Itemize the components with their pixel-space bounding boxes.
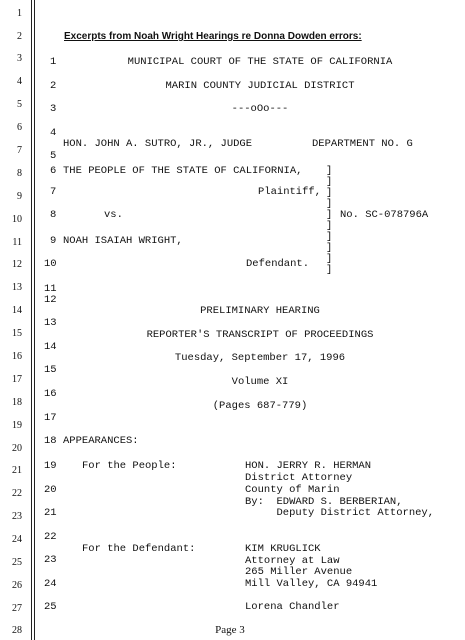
- inner-line-number: 5: [50, 150, 57, 162]
- inner-line-number: 1: [50, 56, 57, 68]
- outer-line-number: 19: [12, 420, 22, 431]
- defendant-counsel-line: Attorney at Law: [245, 555, 340, 567]
- inner-line-number: 17: [44, 412, 57, 424]
- outer-line-number: 26: [12, 580, 22, 591]
- bracket-segment: ]: [326, 198, 333, 210]
- hearing-title: PRELIMINARY HEARING: [200, 305, 320, 317]
- outer-line-number: 5: [17, 99, 22, 110]
- judge-name: HON. JOHN A. SUTRO, JR., JUDGE: [63, 138, 253, 150]
- defendant-name: NOAH ISAIAH WRIGHT,: [63, 235, 183, 247]
- defendant-counsel-label: For the Defendant:: [82, 543, 196, 555]
- inner-line-number: 11: [44, 283, 57, 295]
- excerpt-heading: Excerpts from Noah Wright Hearings re Donna Dowden errors:: [64, 31, 362, 42]
- outer-line-number: 15: [12, 328, 22, 339]
- plaintiff-label: Plaintiff,: [258, 186, 322, 198]
- volume: Volume XI: [231, 376, 289, 388]
- inner-line-number: 8: [50, 209, 57, 221]
- outer-line-number: 22: [12, 488, 22, 499]
- outer-line-number: 23: [12, 511, 22, 522]
- inner-line-number: 10: [44, 258, 57, 270]
- defendant-counsel-line: Mill Valley, CA 94941: [245, 578, 378, 590]
- people-line: HON. JERRY R. HERMAN: [245, 460, 372, 472]
- defendant-counsel-line: KIM KRUGLICK: [245, 543, 321, 555]
- outer-line-number: 25: [12, 557, 22, 568]
- reporter-name: Lorena Chandler: [245, 601, 340, 613]
- bracket-segment: ]: [326, 253, 333, 265]
- outer-line-number: 1: [17, 8, 22, 19]
- outer-line-number: 14: [12, 305, 22, 316]
- people-label: For the People:: [82, 460, 177, 472]
- inner-line-number: 21: [44, 507, 57, 519]
- inner-line-number: 18: [44, 435, 57, 447]
- inner-line-number: 23: [44, 554, 57, 566]
- inner-line-number: 13: [44, 317, 57, 329]
- defendant-label: Defendant.: [246, 258, 310, 270]
- defendant-counsel-line: 265 Miller Avenue: [245, 566, 353, 578]
- inner-line-number: 14: [44, 341, 57, 353]
- inner-line-number: 16: [44, 388, 57, 400]
- inner-line-number: 19: [44, 460, 57, 472]
- outer-line-number: 4: [17, 76, 22, 87]
- outer-line-number: 2: [17, 31, 22, 42]
- court-separator: ---oOo---: [231, 103, 289, 115]
- outer-line-number: 11: [12, 237, 22, 248]
- department: DEPARTMENT NO. G: [312, 138, 413, 150]
- hearing-date: Tuesday, September 17, 1996: [174, 352, 346, 364]
- outer-line-number: 27: [12, 603, 22, 614]
- outer-line-number: 18: [12, 397, 22, 408]
- inner-line-number: 20: [44, 484, 57, 496]
- inner-line-number: 12: [44, 294, 57, 306]
- inner-line-number: 9: [50, 235, 57, 247]
- outer-line-number: 21: [12, 465, 22, 476]
- court-name: MUNICIPAL COURT OF THE STATE OF CALIFORNIA: [127, 56, 393, 68]
- page-footer: Page 3: [215, 624, 245, 636]
- outer-line-number: 16: [12, 351, 22, 362]
- bracket-segment: ]: [326, 209, 333, 221]
- plaintiff-name: THE PEOPLE OF THE STATE OF CALIFORNIA,: [63, 165, 303, 177]
- outer-line-number: 20: [12, 443, 22, 454]
- bracket-segment: ]: [326, 220, 333, 232]
- outer-line-number: 17: [12, 374, 22, 385]
- outer-line-number: 10: [12, 214, 22, 225]
- outer-line-number: 3: [17, 53, 22, 64]
- bracket-segment: ]: [326, 242, 333, 254]
- inner-line-number: 4: [50, 127, 57, 139]
- outer-line-number: 24: [12, 534, 22, 545]
- margin-rule-right: [34, 0, 35, 640]
- appearances-label: APPEARANCES:: [63, 435, 139, 447]
- outer-line-number: 8: [17, 168, 22, 179]
- inner-line-number: 6: [50, 165, 57, 177]
- bracket-segment: ]: [326, 165, 333, 177]
- outer-line-number: 13: [12, 282, 22, 293]
- inner-line-number: 24: [44, 578, 57, 590]
- people-line: County of Marin: [245, 484, 340, 496]
- outer-line-number: 12: [12, 259, 22, 270]
- inner-line-number: 7: [50, 186, 57, 198]
- bracket-segment: ]: [326, 231, 333, 243]
- outer-line-number: 28: [12, 625, 22, 636]
- outer-line-number: 9: [17, 191, 22, 202]
- bracket-segment: ]: [326, 264, 333, 276]
- court-district: MARIN COUNTY JUDICIAL DISTRICT: [165, 80, 355, 92]
- bracket-segment: ]: [326, 176, 333, 188]
- outer-line-number: 6: [17, 122, 22, 133]
- inner-line-number: 2: [50, 80, 57, 92]
- case-number: No. SC-078796A: [340, 209, 429, 221]
- inner-line-number: 22: [44, 531, 57, 543]
- inner-line-number: 15: [44, 364, 57, 376]
- versus: vs.: [104, 209, 123, 221]
- margin-rule-left: [31, 0, 32, 640]
- inner-line-number: 3: [50, 103, 57, 115]
- transcript-title: REPORTER'S TRANSCRIPT OF PROCEEDINGS: [146, 329, 374, 341]
- page-range: (Pages 687-779): [212, 400, 308, 412]
- bracket-segment: ]: [326, 187, 333, 199]
- people-line: District Attorney: [245, 472, 353, 484]
- outer-line-number: 7: [17, 145, 22, 156]
- people-line: By: EDWARD S. BERBERIAN,: [245, 496, 403, 508]
- inner-line-number: 25: [44, 601, 57, 613]
- people-line: Deputy District Attorney,: [245, 507, 435, 519]
